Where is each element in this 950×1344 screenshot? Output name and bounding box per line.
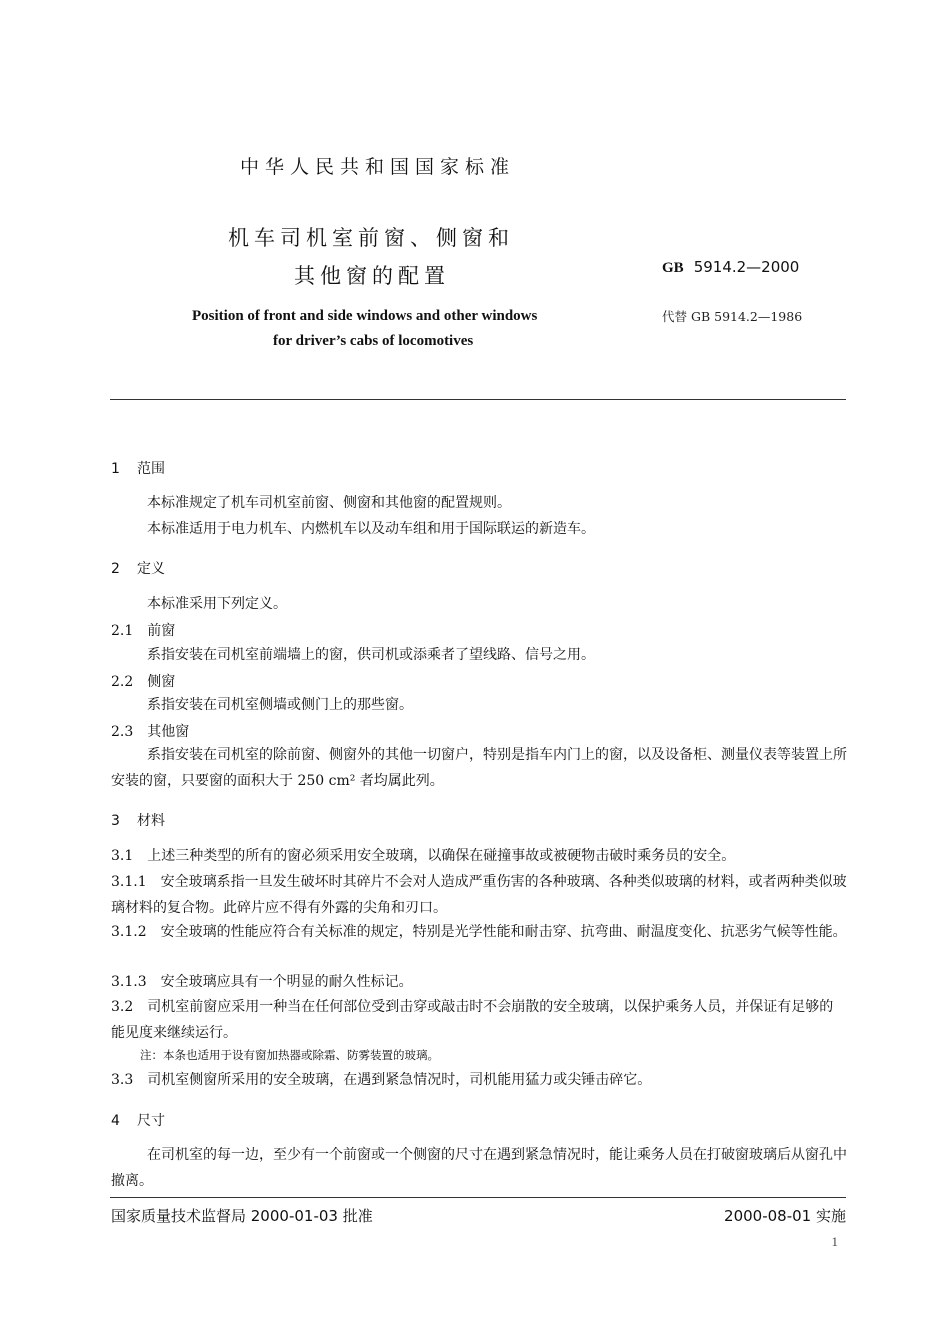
standard-number: [662, 258, 799, 277]
clause-3-1-2: 3.1.2 安全玻璃的性能应符合有关标准的规定，特别是光学性能和耐击穿、抗弯曲、耐温度变化、抗恶劣气候等性能。: [111, 924, 847, 940]
effective-date: 2000-08-01 实施: [724, 1207, 846, 1225]
header-divider: [110, 399, 846, 400]
clause-3-1-3: 3.1.3 安全玻璃应具有一个明显的耐久性标记。: [111, 974, 413, 990]
gb-number: 5914.2—2000: [693, 258, 800, 276]
section-number: 4: [111, 1113, 120, 1129]
section-3-heading: [111, 810, 165, 830]
clause-number: 2.1: [111, 623, 134, 639]
section-1-heading: [111, 458, 165, 478]
title-line-2: 其他窗的配置: [294, 264, 450, 288]
title-line-1: 机车司机室前窗、侧窗和: [228, 226, 514, 250]
section-title: 尺寸: [137, 1113, 165, 1129]
footer-divider: [110, 1197, 846, 1198]
section-4-paragraph: 在司机室的每一边，至少有一个前窗或一个侧窗的尺寸在遇到紧急情况时，能让乘务人员在打破窗玻璃后从窗孔中撤离。: [111, 1147, 847, 1189]
section-2-heading: [111, 558, 165, 578]
clause-3-1-1: 3.1.1 安全玻璃系指一旦发生破坏时其碎片不会对人造成严重伤害的各种玻璃、各种类似玻璃的材料，或者两种类似玻璃材料的复合物。此碎片应不得有外露的尖角和刃口。: [111, 874, 847, 916]
section-title: 定义: [137, 561, 165, 577]
section-2-intro: 本标准采用下列定义。: [147, 596, 287, 612]
section-1-paragraph-1: 本标准规定了机车司机室前窗、侧窗和其他窗的配置规则。: [147, 495, 511, 511]
english-title-line-2: for driver’s cabs of locomotives: [273, 333, 474, 349]
section-title: 范围: [137, 461, 165, 477]
clause-number: 2.3: [111, 724, 134, 740]
clause-3-1: 3.1 上述三种类型的所有的窗必须采用安全玻璃，以确保在碰撞事故或被硬物击破时乘务员的安全。: [111, 848, 736, 864]
clause-3-2: 3.2 司机室前窗应采用一种当在任何部位受到击穿或敲击时不会崩散的安全玻璃，以保护乘务人员，并保证有足够的能见度来继续运行。: [111, 999, 834, 1041]
clause-title: 侧窗: [147, 674, 176, 690]
definition-2-1-heading: [111, 620, 175, 640]
clause-3-3: 3.3 司机室侧窗所采用的安全玻璃，在遇到紧急情况时，司机能用猛力或尖锤击碎它。: [111, 1072, 652, 1088]
definition-2-3-text: 系指安装在司机室的除前窗、侧窗外的其他一切窗户，特别是指车内门上的窗，以及设备柜、测量仪表等装置上所安装的窗，只要窗的面积大于 250 cm² 者均属此列。: [111, 747, 847, 789]
clause-title: 前窗: [147, 623, 176, 639]
clause-title: 其他窗: [147, 724, 190, 740]
note: 注：本条也适用于设有窗加热器或除霜、防雾装置的玻璃。: [140, 1048, 439, 1062]
definition-2-3-heading: [111, 721, 189, 741]
english-title-line-1: Position of front and side windows and other windows: [192, 308, 538, 324]
page-number: 1: [831, 1234, 838, 1249]
gb-prefix: GB: [662, 260, 684, 276]
definition-2-2-heading: [111, 671, 175, 691]
section-title: 材料: [137, 813, 165, 829]
section-4-heading: [111, 1110, 165, 1130]
clause-number: 2.2: [111, 674, 134, 690]
section-1-paragraph-2: 本标准适用于电力机车、内燃机车以及动车组和用于国际联运的新造车。: [147, 521, 595, 537]
section-number: 3: [111, 813, 120, 829]
definition-2-1-text: 系指安装在司机室前端墙上的窗，供司机或添乘者了望线路、信号之用。: [147, 647, 595, 663]
replaces-standard: 代替 GB 5914.2—1986: [662, 309, 803, 324]
section-number: 2: [111, 561, 120, 577]
section-number: 1: [111, 461, 120, 477]
definition-2-2-text: 系指安装在司机室侧墙或侧门上的那些窗。: [147, 697, 413, 713]
national-standard-heading: 中华人民共和国国家标准: [240, 156, 516, 178]
approval-line: 国家质量技术监督局 2000-01-03 批准: [111, 1207, 373, 1225]
